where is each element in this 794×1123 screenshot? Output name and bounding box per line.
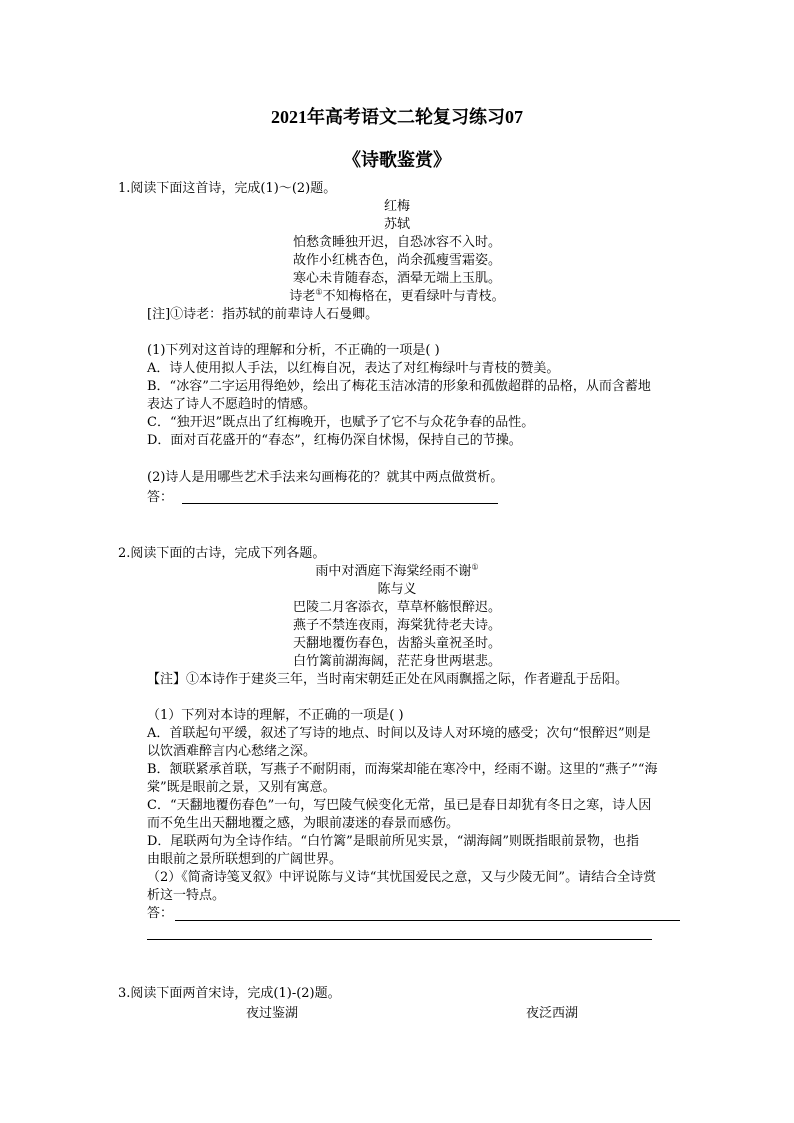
q2-sub2: （2）《简斋诗笺叉叙》中评说陈与义诗“其忧国爱民之意，又与少陵无间”。请结合全诗赏 [147,870,657,885]
q1-note: [注]①诗老：指苏轼的前辈诗人石曼卿。 [147,307,379,322]
q1-option-d: D．面对百花盛开的“春态”，红梅仍深自怵惕，保持自己的节操。 [147,433,522,448]
q2-note: 【注】①本诗作于建炎三年，当时南宋朝廷正处在风雨飘摇之际，作者避乱于岳阳。 [147,672,629,687]
footnote-mark: ① [471,562,479,572]
q2-author: 陈与义 [377,582,417,597]
q1-sub1: (1)下列对这首诗的理解和分析，不正确的一项是( ) [147,343,440,358]
q2-option-b: B．颔联紧承首联，写燕子不耐阴雨，而海棠却能在寒冷中，经雨不谢。这里的“燕子”“海 [147,762,658,777]
q2-poem-title [0,563,794,581]
q3-poem2-title: 夜泛西湖 [526,1006,579,1021]
q2-option-c-cont: 而不免生出天翻地覆之感，为眼前凄迷的春景而感伤。 [147,816,460,831]
q2-answer-line-2 [147,939,652,940]
q1-line4-start: 诗老 [289,289,316,304]
q2-prompt: 2.阅读下面的古诗，完成下列各题。 [118,546,326,561]
q3-poem1-title: 夜过鉴湖 [246,1006,299,1021]
q2-option-a: A．首联起句平缓，叙述了写诗的地点、时间以及诗人对环境的感受；次句“恨醉迟”则是 [147,726,651,741]
q1-poem-title: 红梅 [383,199,410,214]
q2-option-d-cont: 由眼前之景所联想到的广阔世界。 [147,852,343,867]
q3-prompt: 3.阅读下面两首宋诗，完成(1)-(2)题。 [118,986,341,1001]
q1-author: 苏轼 [383,217,410,232]
q2-sub2-cont: 析这一特点。 [147,888,226,903]
q2-poem-line-2: 燕子不禁连夜雨，海棠犹待老夫诗。 [292,618,501,633]
q1-poem-line-3: 寒心未肯随春态，酒晕无端上玉肌。 [292,271,501,286]
q1-option-b-cont: 表达了诗人不愿趋时的情感。 [147,397,317,412]
q2-poem-line-4: 白竹篱前湖海阔，茫茫身世两堪悲。 [292,654,501,669]
footnote-mark: ① [315,287,323,297]
q1-sub2: (2)诗人是用哪些艺术手法来勾画梅花的？就其中两点做赏析。 [147,470,504,485]
q2-answer-line-1 [175,920,680,921]
q2-option-b-cont: 棠”既是眼前之景，又别有寓意。 [147,780,336,795]
doc-subtitle: 《诗歌鉴赏》 [343,150,451,170]
q1-answer-label: 答： [147,490,174,505]
q1-line4-end: 不知梅格在，更看绿叶与青枝。 [322,289,505,304]
q2-option-a-cont: 以饮酒难醉言内心愁绪之深。 [147,744,317,759]
q2-poem-title-text: 雨中对酒庭下海棠经雨不谢 [315,564,472,579]
q1-option-c: C．“独开迟”既点出了红梅晚开，也赋予了它不与众花争春的品性。 [147,415,535,430]
q2-sub1: （1）下列对本诗的理解，不正确的一项是( ) [147,708,404,723]
q2-option-d: D．尾联两句为全诗作结。“白竹篱”是眼前所见实景，“湖海阔”则既指眼前景物，也指 [147,834,640,849]
q2-poem-line-1: 巴陵二月客添衣，草草杯觞恨醉迟。 [292,600,501,615]
q1-option-b: B．“冰容”二字运用得绝妙，绘出了梅花玉洁冰清的形象和孤傲超群的品格，从而含蓄地 [147,379,651,394]
q1-poem-line-4 [0,288,794,306]
q1-poem-line-1: 怕愁贪睡独开迟，自恐冰容不入时。 [292,235,501,250]
q1-prompt: 1.阅读下面这首诗，完成(1)～(2)题。 [118,181,337,196]
q1-option-a: A．诗人使用拟人手法，以红梅自况，表达了对红梅绿叶与青枝的赞美。 [147,361,560,376]
q2-option-c: C．“天翻地覆伤春色”一句，写巴陵气候变化无常，虽已是春日却犹有冬日之寒，诗人因 [147,798,652,813]
q2-answer-label: 答： [147,906,174,921]
q1-poem-line-2: 故作小红桃杏色，尚余孤瘦雪霜姿。 [292,253,501,268]
doc-title: 2021年高考语文二轮复习练习07 [271,107,523,127]
q2-poem-line-3: 天翻地覆伤春色，齿豁头童祝圣时。 [292,636,501,651]
q1-answer-line [182,503,498,504]
